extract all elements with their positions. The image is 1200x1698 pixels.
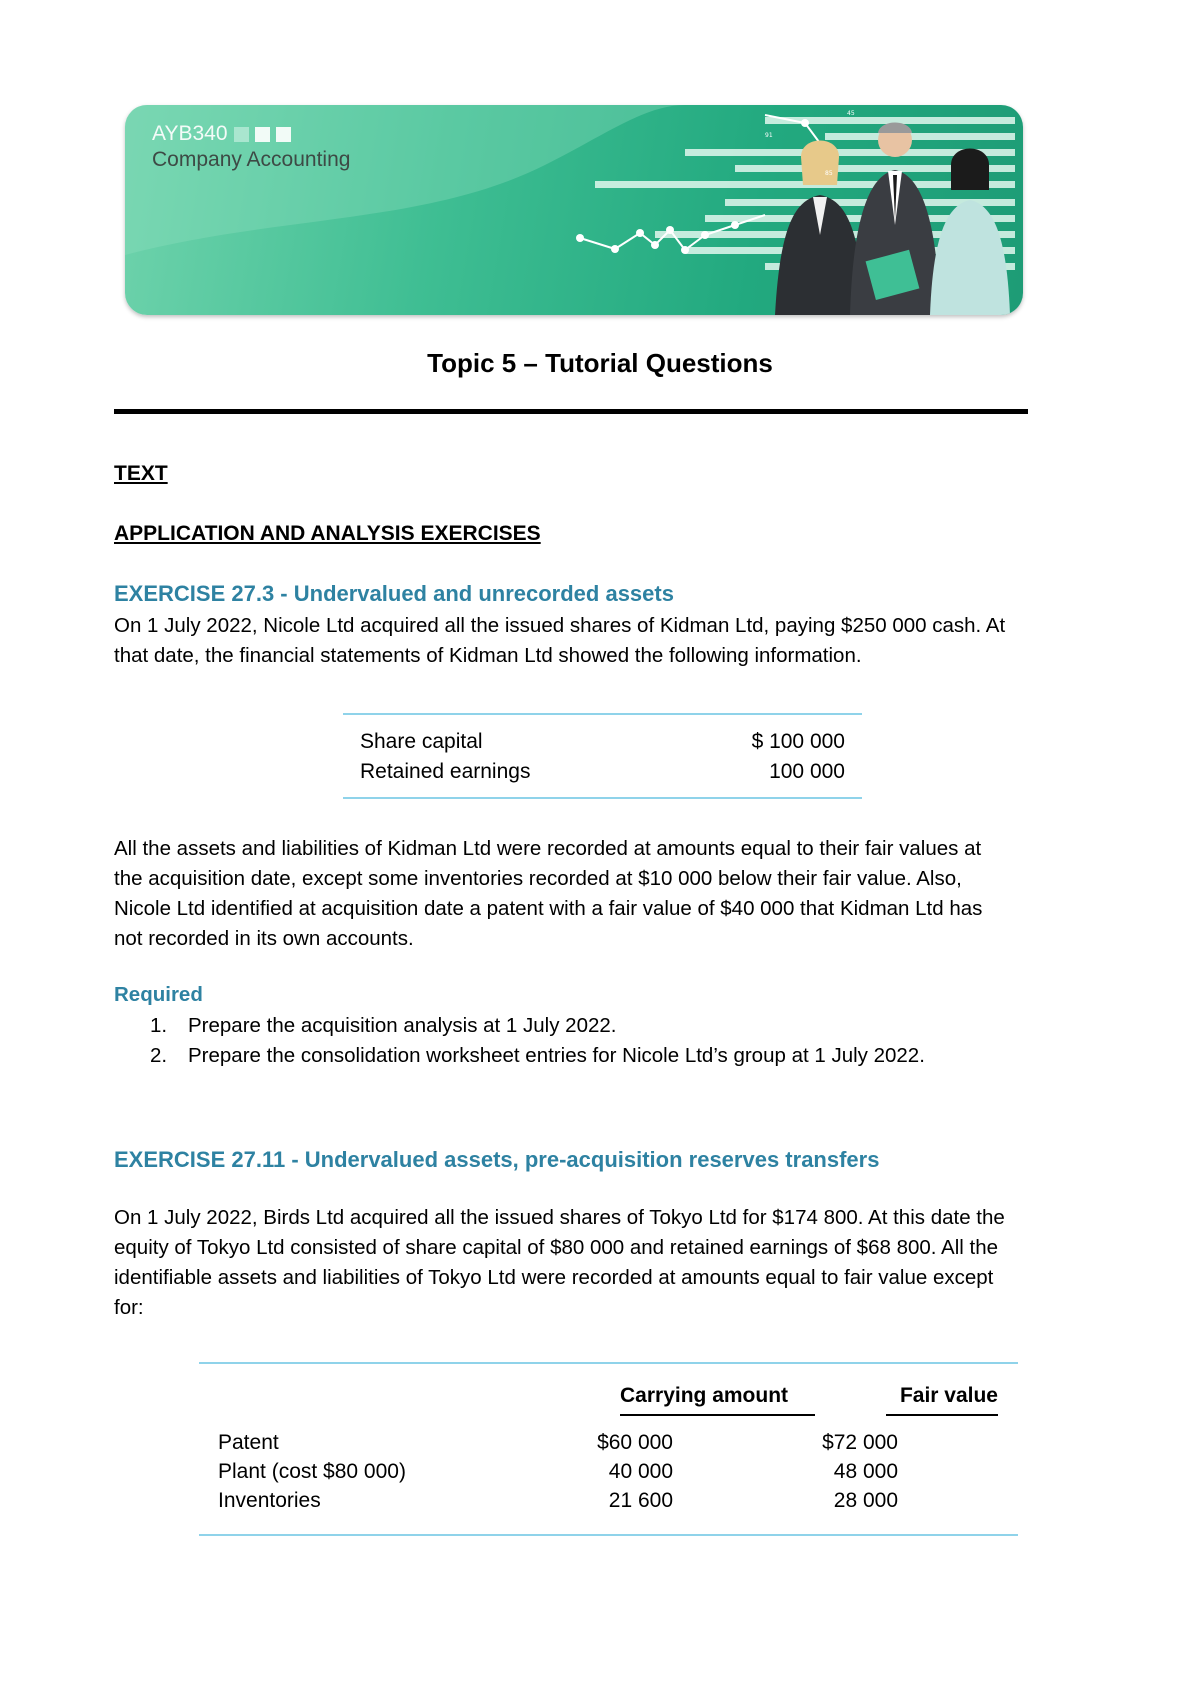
required-list bbox=[150, 1011, 925, 1071]
carrying-cell: 21 600 bbox=[608, 1489, 673, 1512]
page-title: Topic 5 – Tutorial Questions bbox=[427, 348, 773, 378]
square-icon bbox=[255, 127, 270, 142]
table-row: Retained earnings 100 000 bbox=[360, 760, 845, 783]
course-name: Company Accounting bbox=[152, 148, 351, 171]
fair-cell: 28 000 bbox=[833, 1489, 898, 1512]
carrying-cell: 40 000 bbox=[608, 1460, 673, 1483]
people-illustration bbox=[775, 123, 1010, 316]
course-code: AYB340 bbox=[152, 122, 291, 146]
exercise-body: All the assets and liabilities of Kidman Ltd were recorded at amounts equal to their fair values at the acquisition date, except some inventories recorded at $10 000 below their fair value. Also, Nicole Ltd identified at acquisition date a patent with a fair value of $40 000 that Kidman Ltd has not recorded in its own accounts. bbox=[114, 837, 983, 950]
chart-label: 85 bbox=[825, 170, 833, 177]
column-header-carrying: Carrying amount bbox=[620, 1384, 815, 1416]
list-item: 1. Prepare the acquisition analysis at 1 July 2022. bbox=[150, 1014, 617, 1037]
exercise-title: EXERCISE 27.3 - Undervalued and unrecorded assets bbox=[114, 581, 674, 606]
table-row: Share capital $ 100 000 bbox=[360, 730, 845, 753]
title-divider bbox=[114, 409, 1028, 414]
square-icon bbox=[234, 127, 249, 142]
equity-table bbox=[343, 713, 862, 799]
fair-value-table bbox=[199, 1362, 1018, 1536]
column-header-fair: Fair value bbox=[886, 1384, 998, 1416]
fair-cell: $72 000 bbox=[822, 1431, 898, 1454]
chart-label: 91 bbox=[765, 132, 773, 139]
chart-label: 45 bbox=[847, 110, 855, 117]
section-heading-application: APPLICATION AND ANALYSIS EXERCISES bbox=[114, 522, 541, 545]
square-icon bbox=[276, 127, 291, 142]
exercise-intro: On 1 July 2022, Birds Ltd acquired all the issued shares of Tokyo Ltd for $174 800. At this date the equity of Tokyo Ltd consisted of share capital of $80 000 and retained earnings of $68 800. All the identifiable assets and liabilities of Tokyo Ltd were recorded at amounts equal to fair value except for: bbox=[114, 1206, 1005, 1319]
row-label: Inventories bbox=[218, 1489, 321, 1512]
section-heading-text: TEXT bbox=[114, 462, 168, 485]
list-item: 2. Prepare the consolidation worksheet entries for Nicole Ltd’s group at 1 July 2022. bbox=[150, 1044, 925, 1067]
required-label: Required bbox=[114, 983, 203, 1006]
row-label: Patent bbox=[218, 1431, 279, 1454]
fair-cell: 48 000 bbox=[833, 1460, 898, 1483]
exercise-title: EXERCISE 27.11 - Undervalued assets, pre-acquisition reserves transfers bbox=[114, 1147, 880, 1172]
carrying-cell: $60 000 bbox=[597, 1431, 673, 1454]
exercise-intro: On 1 July 2022, Nicole Ltd acquired all the issued shares of Kidman Ltd, paying $250 000 cash. At that date, the financial statements of Kidman Ltd showed the following information. bbox=[114, 614, 1006, 667]
row-label: Plant (cost $80 000) bbox=[218, 1460, 406, 1483]
course-banner bbox=[125, 105, 1023, 315]
